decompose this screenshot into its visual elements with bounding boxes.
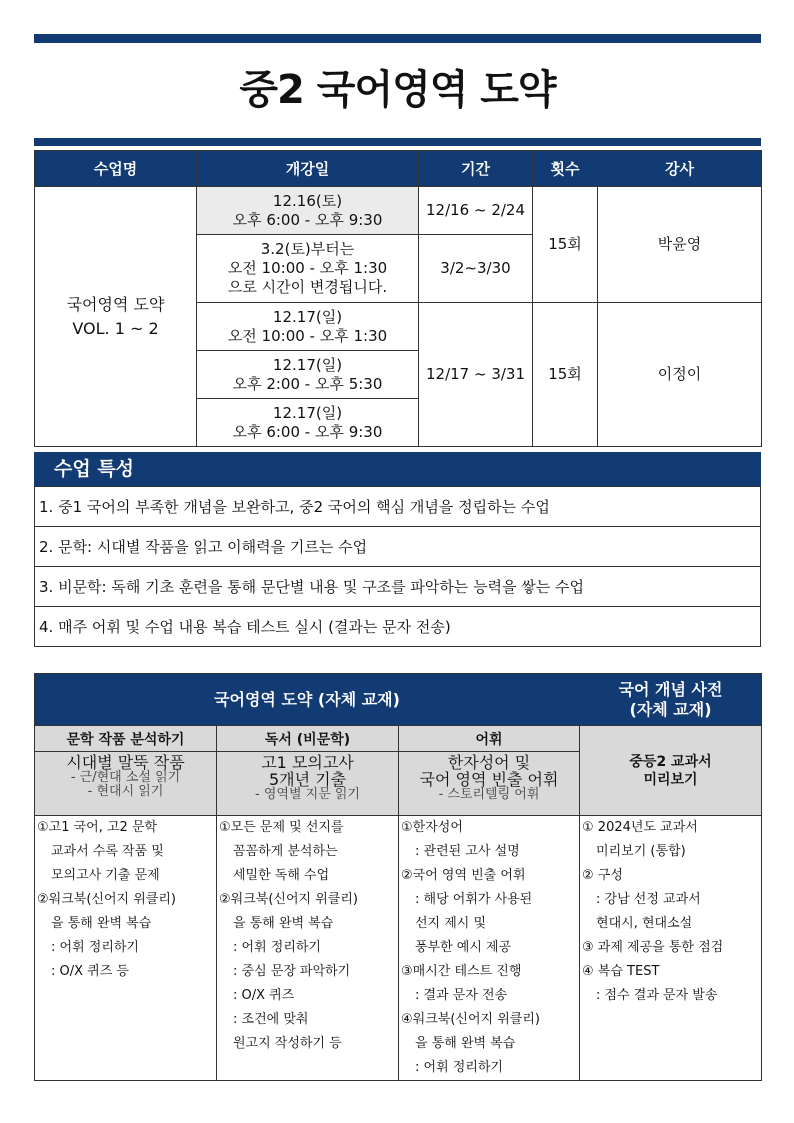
vocab-summary: [399, 752, 580, 816]
detail-line: ②워크북(신어지 위클리): [37, 892, 176, 907]
teacher-cell: 박윤영: [598, 187, 762, 303]
course-name: 국어영역 도약: [66, 294, 165, 314]
course-volume: VOL. 1 ~ 2: [72, 318, 159, 338]
start-date-line: 3.2(토)부터는: [260, 240, 355, 258]
summary-line: 시대별 말뚝 작품: [66, 753, 185, 772]
detail-line: 을 통해 완벽 복습: [415, 1036, 516, 1051]
detail-line: ③ 과제 제공을 통한 점검: [582, 940, 724, 955]
feature-item: 1. 중1 국어의 부족한 개념을 보완하고, 중2 국어의 핵심 개념을 정립하는 수업: [35, 487, 761, 527]
period-cell: 12/16 ~ 2/24: [419, 187, 533, 235]
start-date-cell: [197, 187, 419, 235]
detail-line: : 강남 선정 교과서: [596, 892, 701, 907]
detail-line: : O/X 퀴즈 등: [51, 964, 129, 979]
column-title-vocab: 어휘: [399, 726, 580, 752]
detail-line: : 조건에 맞춰: [233, 1012, 309, 1027]
period-cell: 3/2~3/30: [419, 235, 533, 303]
start-date-cell: [197, 399, 419, 447]
detail-line: : 중심 문장 파악하기: [233, 964, 351, 979]
reading-details: [217, 816, 399, 1081]
start-date-cell: [197, 303, 419, 351]
dictionary-sub-line: 미리보기: [643, 771, 698, 788]
start-date-line: 12.17(일): [272, 355, 343, 374]
header-start-date: 개강일: [197, 151, 419, 187]
start-time-line: 오후 2:00 - 오후 5:30: [232, 374, 383, 393]
detail-line: 원고지 작성하기 등: [233, 1036, 342, 1051]
period-cell: 12/17 ~ 3/31: [419, 303, 533, 447]
start-time-line: 오후 6:00 - 오후 9:30: [232, 210, 383, 229]
vocab-details: [399, 816, 580, 1081]
dictionary-subtitle: (자체 교재): [629, 699, 712, 719]
detail-line: : 해당 어휘가 사용된: [415, 892, 533, 907]
header-course: 수업명: [35, 151, 197, 187]
feature-item: 3. 비문학: 독해 기초 훈련을 통해 문단별 내용 및 구조를 파악하는 능력을 쌓는 수업: [35, 567, 761, 607]
detail-line: ④워크북(신어지 위클리): [401, 1012, 540, 1027]
header-count: 횟수: [533, 151, 598, 187]
detail-line: : 어휘 정리하기: [51, 940, 139, 955]
column-title-literature: 문학 작품 분석하기: [35, 726, 217, 752]
summary-line: 5개년 기출: [268, 770, 347, 789]
summary-detail: - 스토리텔링 어휘: [438, 787, 540, 802]
detail-line: ④ 복습 TEST: [582, 964, 660, 979]
detail-line: : 점수 결과 문자 발송: [596, 988, 718, 1003]
feature-item: 4. 매주 어휘 및 수업 내용 복습 테스트 실시 (결과는 문자 전송): [35, 607, 761, 647]
detail-line: ③매시간 테스트 진행: [401, 964, 522, 979]
materials-table: [34, 673, 762, 1081]
schedule-header-row: [35, 151, 762, 187]
schedule-table: [34, 150, 762, 447]
summary-line: 한자성어 및: [447, 753, 531, 772]
detail-line: ①모든 문제 및 선지를: [219, 820, 344, 835]
detail-line: ②국어 영역 빈출 어휘: [401, 868, 526, 883]
detail-line: 꼼꼼하게 분석하는: [233, 844, 338, 859]
detail-line: 을 통해 완벽 복습: [51, 916, 152, 931]
start-date-cell: [197, 351, 419, 399]
start-time-line: 오후 6:00 - 오후 9:30: [232, 422, 383, 441]
start-time-line: 오전 10:00 - 오후 1:30: [227, 259, 388, 277]
literature-summary: [35, 752, 217, 816]
notice-line: 으로 시간이 변경됩니다.: [227, 278, 388, 296]
dictionary-header: [580, 674, 762, 726]
detail-line: 현대시, 현대소설: [596, 916, 693, 931]
detail-line: : 어휘 정리하기: [233, 940, 321, 955]
teacher-cell: 이정이: [598, 303, 762, 447]
summary-detail: - 영역별 지문 읽기: [255, 787, 360, 802]
start-date-cell: [197, 235, 419, 303]
features-heading: 수업 특성: [34, 452, 761, 486]
detail-line: : 어휘 정리하기: [415, 1060, 503, 1075]
detail-line: 모의고사 기출 문제: [51, 868, 160, 883]
features-list: [34, 486, 761, 647]
literature-details: [35, 816, 217, 1081]
start-date-line: 12.16(토): [272, 191, 343, 210]
start-date-line: 12.17(일): [272, 403, 343, 422]
section-rule: [34, 138, 761, 146]
dictionary-sub-line: 중등2 교과서: [629, 753, 712, 770]
detail-line: ①한자성어: [401, 820, 463, 835]
detail-line: ②워크북(신어지 위클리): [219, 892, 358, 907]
column-title-reading: 독서 (비문학): [217, 726, 399, 752]
summary-detail: - 근/현대 소설 읽기: [70, 770, 181, 785]
detail-line: 을 통해 완벽 복습: [233, 916, 334, 931]
materials-main-header: 국어영역 도약 (자체 교재): [35, 674, 580, 726]
header-period: 기간: [419, 151, 533, 187]
course-name-cell: [35, 187, 197, 447]
detail-line: : 결과 문자 전송: [415, 988, 508, 1003]
start-time-line: 오전 10:00 - 오후 1:30: [227, 326, 388, 345]
schedule-row: [35, 187, 762, 235]
detail-line: 선지 제시 및: [415, 916, 487, 931]
summary-detail: - 현대시 읽기: [87, 784, 164, 799]
top-rule: [34, 34, 761, 43]
detail-line: 미리보기 (통합): [596, 844, 686, 859]
detail-line: 교과서 수록 작품 및: [51, 844, 164, 859]
start-date-line: 12.17(일): [272, 307, 343, 326]
reading-summary: [217, 752, 399, 816]
count-cell: 15회: [533, 303, 598, 447]
detail-line: ② 구성: [582, 868, 623, 883]
detail-line: : O/X 퀴즈: [233, 988, 295, 1003]
detail-line: : 관련된 고사 설명: [415, 844, 520, 859]
dictionary-sub-cell: [580, 726, 762, 816]
header-teacher: 강사: [598, 151, 762, 187]
detail-line: 풍부한 예시 제공: [415, 940, 512, 955]
summary-line: 국어 영역 빈출 어휘: [419, 770, 559, 789]
detail-line: 세밀한 독해 수업: [233, 868, 330, 883]
detail-line: ①고1 국어, 고2 문학: [37, 820, 158, 835]
dictionary-title: 국어 개념 사전: [618, 679, 723, 699]
summary-line: 고1 모의고사: [261, 753, 354, 772]
count-cell: 15회: [533, 187, 598, 303]
dictionary-details: [580, 816, 762, 1081]
page-title: 중2 국어영역 도약: [239, 67, 556, 113]
feature-item: 2. 문학: 시대별 작품을 읽고 이해력을 기르는 수업: [35, 527, 761, 567]
detail-line: ① 2024년도 교과서: [582, 820, 698, 835]
